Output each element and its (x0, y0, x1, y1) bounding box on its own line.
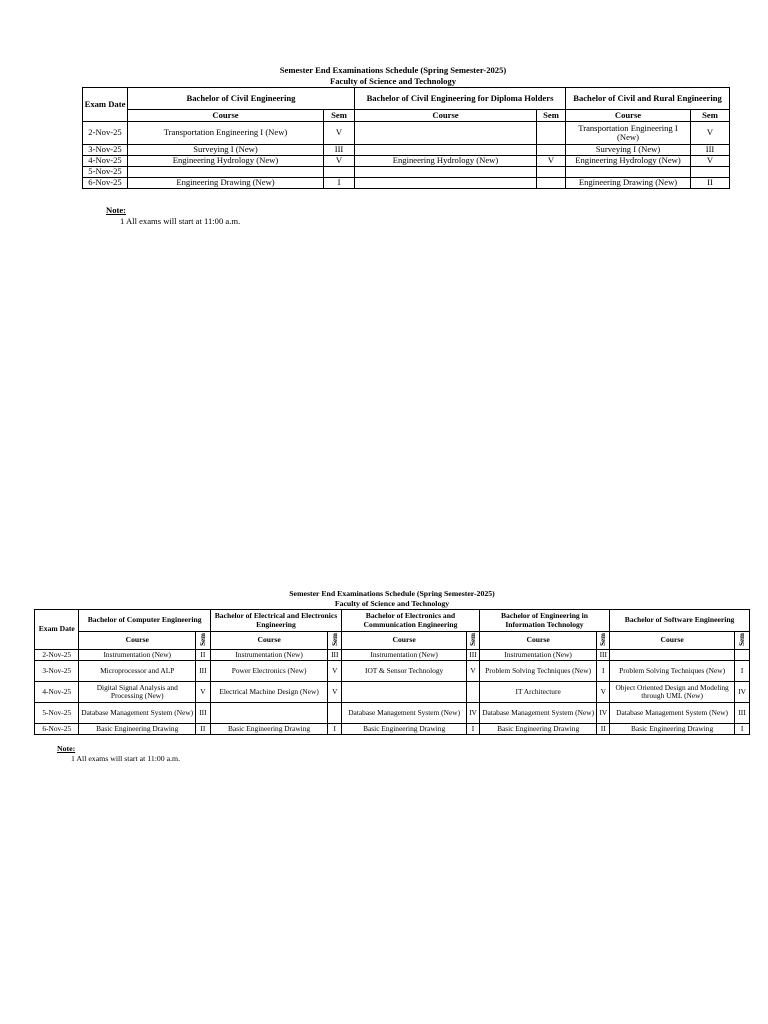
schedule-2-title: Semester End Examinations Schedule (Spring Semester-2025) (289, 589, 495, 598)
sem-cell: IV (597, 703, 610, 724)
table-row (83, 178, 730, 189)
sem-cell (735, 650, 750, 661)
schedule-1 (82, 65, 722, 189)
sem-cell: III (195, 703, 210, 724)
course-cell: Engineering Hydrology (New) (128, 156, 324, 167)
sem-cell: V (328, 661, 342, 682)
course-header: Course (79, 632, 196, 650)
exam-date-cell: 6-Nov-25 (35, 724, 79, 735)
course-cell: Surveying I (New) (128, 145, 324, 156)
sem-header-label: Sem (738, 632, 747, 646)
course-header: Course (355, 110, 537, 122)
sem-cell: V (467, 661, 480, 682)
sem-cell: III (467, 650, 480, 661)
sem-cell: I (324, 178, 355, 189)
sem-cell: III (691, 145, 730, 156)
sem-cell: III (735, 703, 750, 724)
program-header: Bachelor of Engineering in Information Technology (479, 610, 609, 632)
course-cell: Engineering Hydrology (New) (355, 156, 537, 167)
course-cell (210, 703, 328, 724)
sem-cell (537, 122, 566, 145)
sem-cell: II (195, 724, 210, 735)
sem-cell (537, 178, 566, 189)
course-cell: Power Electronics (New) (210, 661, 328, 682)
sem-cell (467, 682, 480, 703)
course-header: Course (128, 110, 324, 122)
course-cell: Instrumentation (New) (342, 650, 467, 661)
sem-cell (537, 145, 566, 156)
sem-cell: V (195, 682, 210, 703)
sem-header: Sem (537, 110, 566, 122)
sem-header (597, 632, 610, 650)
course-cell: Basic Engineering Drawing (79, 724, 196, 735)
course-cell: Digital Signal Analysis and Processing (New) (79, 682, 196, 703)
sem-cell: I (328, 724, 342, 735)
course-cell (355, 145, 537, 156)
course-cell: Transportation Engineering I (New) (566, 122, 691, 145)
course-header: Course (342, 632, 467, 650)
sem-cell: III (597, 650, 610, 661)
sem-cell (324, 167, 355, 178)
course-cell: Database Management System (New) (342, 703, 467, 724)
exam-date-cell: 5-Nov-25 (35, 703, 79, 724)
sem-cell: I (467, 724, 480, 735)
program-header: Bachelor of Civil Engineering for Diploma Holders (355, 88, 566, 110)
sem-cell: V (597, 682, 610, 703)
sem-cell: V (691, 122, 730, 145)
sem-cell: III (195, 661, 210, 682)
program-header: Bachelor of Electrical and Electronics Engineering (210, 610, 341, 632)
course-header: Course (610, 632, 735, 650)
sem-header (328, 632, 342, 650)
course-cell: Instrumentation (New) (79, 650, 196, 661)
course-cell (610, 650, 735, 661)
sem-cell: I (597, 661, 610, 682)
note-heading: Note: (106, 205, 127, 215)
exam-date-cell: 2-Nov-25 (35, 650, 79, 661)
course-cell: Database Management System (New) (79, 703, 196, 724)
exam-date-cell: 4-Nov-25 (35, 682, 79, 703)
course-cell: Instrumentation (New) (210, 650, 328, 661)
sem-cell: II (597, 724, 610, 735)
sem-header: Sem (324, 110, 355, 122)
schedule-2-note (57, 744, 180, 764)
exam-date-cell: 6-Nov-25 (83, 178, 128, 189)
course-cell: IOT & Sensor Technology (342, 661, 467, 682)
course-header: Course (566, 110, 691, 122)
schedule-2-subtitle: Faculty of Science and Technology (334, 599, 450, 608)
sem-header-label: Sem (599, 632, 608, 646)
course-cell: Surveying I (New) (566, 145, 691, 156)
sem-cell: I (735, 661, 750, 682)
sem-cell: III (328, 650, 342, 661)
course-cell (128, 167, 324, 178)
course-cell: Basic Engineering Drawing (210, 724, 328, 735)
course-cell: Engineering Hydrology (New) (566, 156, 691, 167)
schedule-1-table (82, 87, 730, 189)
sem-cell: I (735, 724, 750, 735)
note-heading: Note: (57, 744, 76, 753)
table-row (35, 661, 750, 682)
sem-cell: V (328, 682, 342, 703)
exam-date-cell: 3-Nov-25 (35, 661, 79, 682)
sem-cell: V (691, 156, 730, 167)
course-cell: Problem Solving Techniques (New) (610, 661, 735, 682)
course-cell: Engineering Drawing (New) (566, 178, 691, 189)
course-cell: Basic Engineering Drawing (479, 724, 597, 735)
sem-header: Sem (691, 110, 730, 122)
table-row (35, 682, 750, 703)
course-cell: Database Management System (New) (610, 703, 735, 724)
program-header: Bachelor of Civil and Rural Engineering (566, 88, 730, 110)
sem-cell: IV (735, 682, 750, 703)
exam-date-cell: 2-Nov-25 (83, 122, 128, 145)
sem-cell: V (324, 156, 355, 167)
course-cell: Basic Engineering Drawing (342, 724, 467, 735)
course-cell: Problem Solving Techniques (New) (479, 661, 597, 682)
sem-cell (537, 167, 566, 178)
sem-cell: V (537, 156, 566, 167)
schedule-1-subtitle: Faculty of Science and Technology (329, 76, 457, 86)
exam-date-cell: 3-Nov-25 (83, 145, 128, 156)
table-row (35, 703, 750, 724)
schedule-1-title: Semester End Examinations Schedule (Spring Semester-2025) (279, 65, 507, 75)
course-cell: IT Architecture (479, 682, 597, 703)
sem-cell (691, 167, 730, 178)
course-cell (355, 122, 537, 145)
sem-cell: II (691, 178, 730, 189)
course-cell: Electrical Machine Design (New) (210, 682, 328, 703)
table-row (35, 724, 750, 735)
course-header: Course (210, 632, 328, 650)
schedule-2 (34, 589, 750, 735)
course-cell: Instrumentation (New) (479, 650, 597, 661)
sem-cell (328, 703, 342, 724)
schedule-1-note (106, 205, 240, 227)
sem-cell: III (324, 145, 355, 156)
schedule-2-table (34, 609, 750, 735)
course-cell (342, 682, 467, 703)
sem-cell: II (195, 650, 210, 661)
table-row (83, 156, 730, 167)
course-cell: Object Oriented Design and Modeling through UML (New) (610, 682, 735, 703)
sem-header-label: Sem (468, 632, 477, 646)
course-cell: Basic Engineering Drawing (610, 724, 735, 735)
exam-date-header: Exam Date (35, 610, 79, 650)
note-text: 1 All exams will start at 11:00 a.m. (71, 754, 181, 763)
table-row (83, 167, 730, 178)
table-row (35, 650, 750, 661)
table-row (83, 145, 730, 156)
exam-date-cell: 5-Nov-25 (83, 167, 128, 178)
table-row (83, 122, 730, 145)
sem-header-label: Sem (330, 632, 339, 646)
course-cell (566, 167, 691, 178)
program-header: Bachelor of Civil Engineering (128, 88, 355, 110)
course-cell (355, 167, 537, 178)
exam-date-header: Exam Date (83, 88, 128, 122)
course-cell (355, 178, 537, 189)
course-cell: Engineering Drawing (New) (128, 178, 324, 189)
course-cell: Microprocessor and ALP (79, 661, 196, 682)
course-cell: Transportation Engineering I (New) (128, 122, 324, 145)
program-header: Bachelor of Computer Engineering (79, 610, 210, 632)
sem-header (467, 632, 480, 650)
sem-header (735, 632, 750, 650)
course-header: Course (479, 632, 597, 650)
program-header: Bachelor of Electronics and Communication Engineering (342, 610, 480, 632)
exam-date-cell: 4-Nov-25 (83, 156, 128, 167)
sem-cell: V (324, 122, 355, 145)
sem-header-label: Sem (198, 632, 207, 646)
sem-cell: IV (467, 703, 480, 724)
note-text: 1 All exams will start at 11:00 a.m. (120, 216, 241, 226)
sem-header (195, 632, 210, 650)
program-header: Bachelor of Software Engineering (610, 610, 750, 632)
course-cell: Database Management System (New) (479, 703, 597, 724)
